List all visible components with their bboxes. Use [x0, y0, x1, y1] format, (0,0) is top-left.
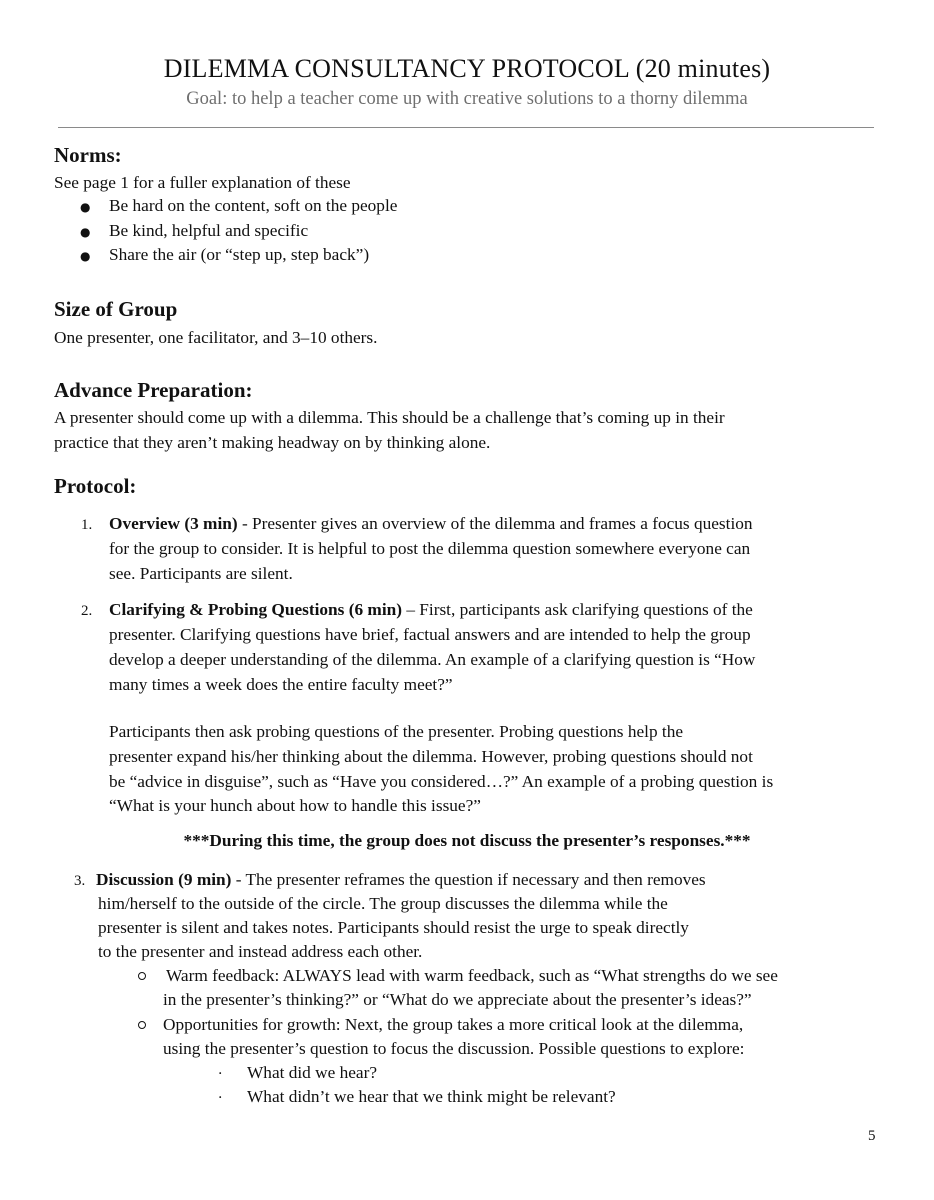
- page-title: DILEMMA CONSULTANCY PROTOCOL (20 minutes): [163, 54, 771, 83]
- step-3-title: Discussion (9 min): [96, 870, 232, 889]
- prep-heading: Advance Preparation:: [54, 378, 253, 402]
- sub-item-text: Opportunities for growth: Next, the group takes a more critical look at the dilemma,: [163, 1015, 744, 1034]
- step-1-text: for the group to consider. It is helpful to post the dilemma question somewhere everyone can: [109, 539, 751, 558]
- step-2-text: presenter. Clarifying questions have brief, factual answers and are intended to help the group: [109, 625, 751, 644]
- step-2-text: presenter expand his/her thinking about the dilemma. However, probing questions should not: [109, 747, 753, 766]
- step-number: 3.: [74, 873, 86, 889]
- step-1-text: see. Participants are silent.: [109, 564, 293, 583]
- prep-text: A presenter should come up with a dilemma. This should be a challenge that’s coming up in their: [54, 408, 725, 427]
- step-2-text: – First, participants ask clarifying questions of the: [402, 600, 753, 619]
- step-3-text: - The presenter reframes the question if necessary and then removes: [231, 870, 706, 889]
- prep-text: practice that they aren’t making headway on by thinking alone.: [54, 433, 491, 452]
- bullet-icon: ●: [80, 225, 91, 239]
- norms-heading: Norms:: [54, 143, 122, 167]
- step-1-title: Overview (3 min): [109, 514, 238, 533]
- page-subtitle: Goal: to help a teacher come up with creative solutions to a thorny dilemma: [186, 89, 748, 109]
- step-1-line: [109, 514, 753, 534]
- discussion-note: ***During this time, the group does not discuss the presenter’s responses.***: [183, 831, 751, 850]
- bullet-icon: ●: [80, 249, 91, 263]
- step-3-text: presenter is silent and takes notes. Participants should resist the urge to speak directly: [98, 918, 689, 937]
- sub-item-text: in the presenter’s thinking?” or “What do we appreciate about the presenter’s ideas?”: [163, 990, 752, 1009]
- circle-bullet-icon: [138, 1021, 146, 1029]
- norms-intro: See page 1 for a fuller explanation of these: [54, 173, 351, 192]
- size-text: One presenter, one facilitator, and 3–10 others.: [54, 328, 378, 347]
- step-2-text: develop a deeper understanding of the dilemma. An example of a clarifying question is “How: [109, 650, 756, 669]
- step-number: 2.: [81, 603, 93, 619]
- step-3-text: him/herself to the outside of the circle. The group discusses the dilemma while the: [98, 894, 668, 913]
- step-2-text: many times a week does the entire faculty meet?”: [109, 675, 453, 694]
- size-heading: Size of Group: [54, 297, 178, 321]
- step-2-text: be “advice in disguise”, such as “Have you considered…?” An example of a probing question is: [109, 772, 774, 791]
- page-number: 5: [868, 1128, 876, 1144]
- bullet-icon: ●: [80, 200, 91, 214]
- step-1-text: - Presenter gives an overview of the dilemma and frames a focus question: [237, 514, 753, 533]
- step-2-line: [109, 600, 753, 620]
- norm-item: Share the air (or “step up, step back”): [109, 245, 370, 264]
- header-divider: [58, 127, 874, 128]
- sub-item-text: using the presenter’s question to focus the discussion. Possible questions to explore:: [163, 1039, 745, 1058]
- step-3-line: [96, 870, 706, 890]
- dot-bullet-icon: ·: [218, 1090, 223, 1106]
- circle-bullet-icon: [138, 972, 146, 980]
- norm-item: Be kind, helpful and specific: [109, 221, 309, 240]
- step-2-text: “What is your hunch about how to handle this issue?”: [109, 796, 481, 815]
- norm-item: Be hard on the content, soft on the people: [109, 196, 398, 215]
- step-number: 1.: [81, 517, 93, 533]
- question-item: What didn’t we hear that we think might be relevant?: [247, 1087, 616, 1106]
- dot-bullet-icon: ·: [218, 1066, 223, 1082]
- question-item: What did we hear?: [247, 1063, 378, 1082]
- step-3-text: to the presenter and instead address each other.: [98, 942, 423, 961]
- sub-item-text: Warm feedback: ALWAYS lead with warm feedback, such as “What strengths do we see: [166, 966, 778, 985]
- step-2-title: Clarifying & Probing Questions (6 min): [109, 600, 402, 619]
- step-2-text: Participants then ask probing questions of the presenter. Probing questions help the: [109, 722, 684, 741]
- protocol-heading: Protocol:: [54, 474, 137, 498]
